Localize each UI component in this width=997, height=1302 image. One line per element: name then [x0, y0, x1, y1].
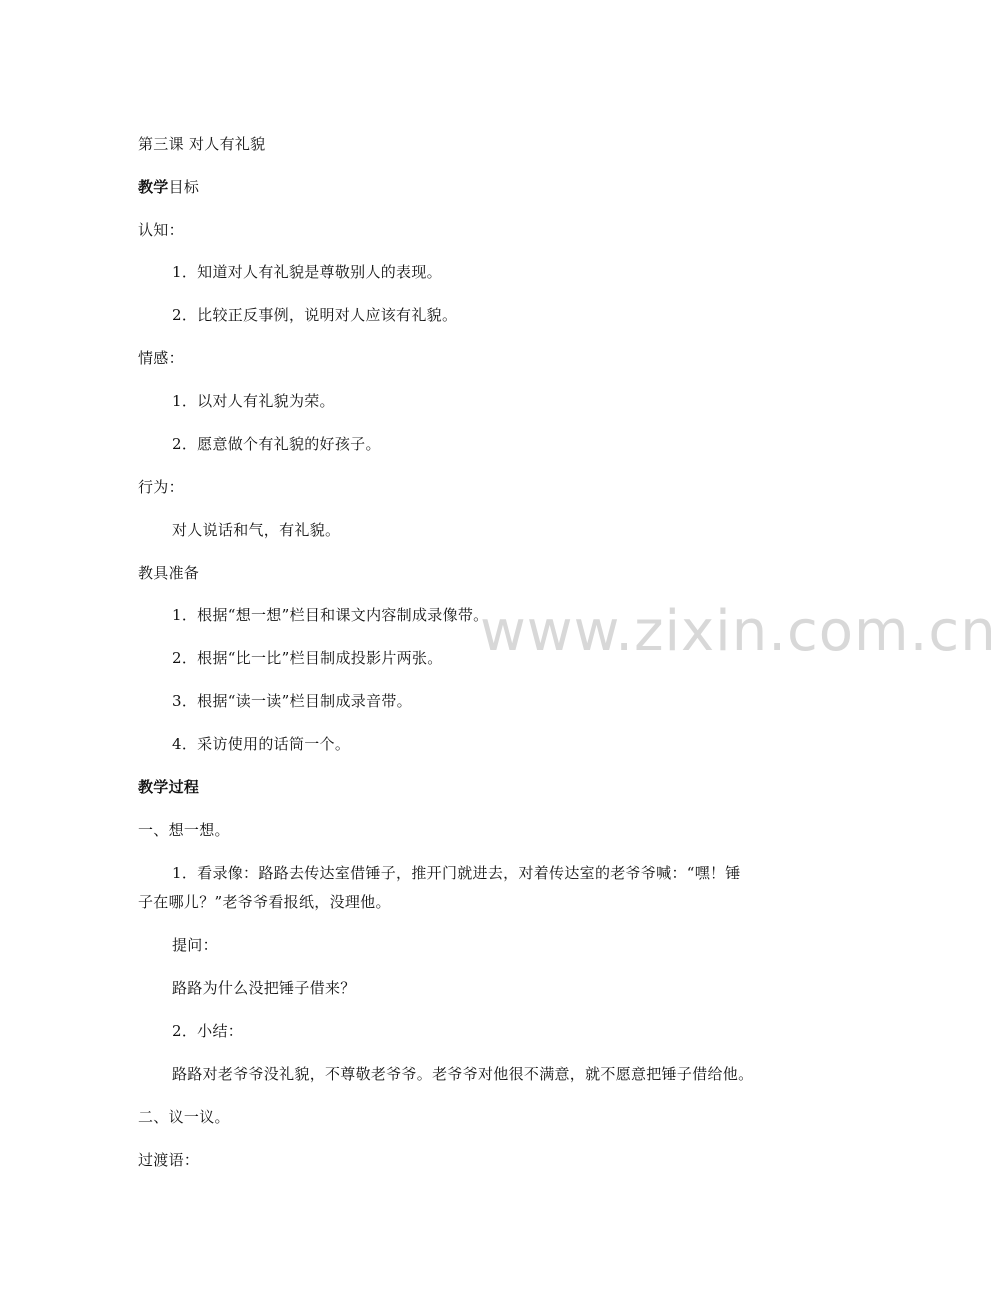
prep-item-4: 4．采访使用的话筒一个。	[172, 735, 351, 753]
cognition-item-1: 1．知道对人有礼貌是尊敬别人的表现。	[172, 263, 442, 281]
cognition-label: 认知：	[138, 221, 184, 239]
question-label: 提问：	[172, 936, 218, 954]
emotion-label: 情感：	[138, 349, 184, 367]
cognition-item-2: 2．比较正反事例，说明对人应该有礼貌。	[172, 306, 458, 324]
part2-label: 二、议一议。	[138, 1108, 230, 1126]
process-heading: 教学过程	[138, 778, 200, 796]
prep-item-2: 2．根据“比一比”栏目制成投影片两张。	[172, 649, 443, 667]
teaching-goals-heading-rest: 目标	[168, 178, 200, 196]
question-text: 路路为什么没把锤子借来？	[172, 979, 356, 997]
part1-item1-line2: 子在哪儿？”老爷爷看报纸，没理他。	[138, 893, 391, 911]
summary-text: 路路对老爷爷没礼貌，不尊敬老爷爷。老爷爷对他很不满意，就不愿意把锤子借给他。	[172, 1065, 754, 1083]
emotion-item-2: 2．愿意做个有礼貌的好孩子。	[172, 435, 381, 453]
emotion-item-1: 1．以对人有礼貌为荣。	[172, 392, 335, 410]
behavior-label: 行为：	[138, 478, 184, 496]
prep-item-1: 1．根据“想一想”栏目和课文内容制成录像带。	[172, 606, 489, 624]
lesson-title: 第三课 对人有礼貌	[138, 135, 266, 153]
transition-label: 过渡语：	[138, 1151, 200, 1169]
behavior-text: 对人说话和气，有礼貌。	[172, 521, 341, 539]
teaching-goals-heading	[138, 177, 199, 197]
part1-item1-line1: 1．看录像：路路去传达室借锤子，推开门就进去，对着传达室的老爷爷喊：“嘿！锤	[172, 864, 741, 882]
teaching-goals-heading-bold: 教学	[138, 178, 169, 196]
summary-label: 2．小结：	[172, 1022, 244, 1040]
prep-item-3: 3．根据“读一读”栏目制成录音带。	[172, 692, 412, 710]
prep-label: 教具准备	[138, 564, 200, 582]
site-watermark: www.zixin.com.cn	[480, 599, 997, 664]
part1-label: 一、想一想。	[138, 821, 230, 839]
